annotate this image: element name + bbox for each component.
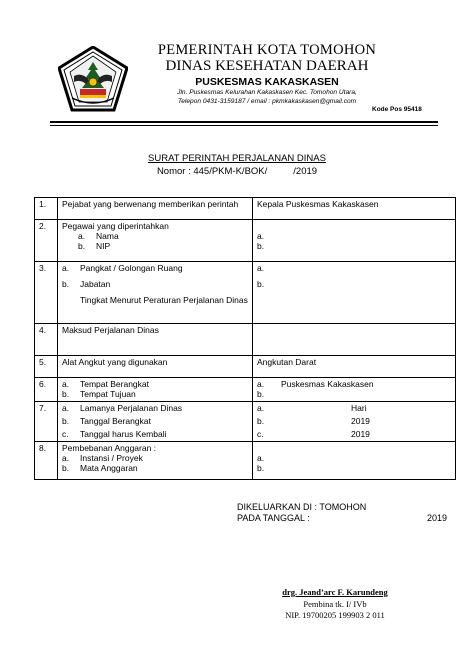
- row-number: 6.: [35, 378, 58, 402]
- table-row: [35, 198, 456, 220]
- table-row: [35, 378, 456, 402]
- table-row: [35, 402, 456, 442]
- row-label-main: Pembebanan Anggaran :: [62, 443, 157, 453]
- value-b: b.: [257, 463, 265, 473]
- row-number: 5.: [35, 356, 58, 378]
- sub-item: b. Mata Anggaran: [62, 463, 138, 473]
- row-label: Maksud Perjalanan Dinas: [58, 324, 253, 356]
- row-value: Kepala Puskesmas Kakaskasen: [253, 198, 456, 220]
- sub-item: b. Tempat Tujuan: [62, 389, 136, 399]
- row-label: [58, 402, 253, 442]
- value-b: b.: [257, 241, 265, 251]
- letterhead-address: Jln. Puskesmas Kelurahan Kakaskasen Kec. Tomohon Utara,: [177, 89, 357, 96]
- issued-date-year: 2019: [427, 513, 448, 523]
- letterhead-rule-thin: [50, 125, 438, 126]
- document-title: SURAT PERINTAH PERJALANAN DINAS: [148, 153, 326, 164]
- value-c: c. 2019: [257, 429, 370, 439]
- row-label-main: Pegawai yang diperintahkan: [62, 221, 169, 231]
- value-a: a.: [257, 263, 265, 273]
- row-value: [253, 402, 456, 442]
- letterhead-government: PEMERINTAH KOTA TOMOHON: [157, 42, 377, 58]
- sub-item: a. Nama: [78, 231, 119, 241]
- row-number: 3.: [35, 262, 58, 324]
- sub-item: a. Tempat Berangkat: [62, 379, 149, 389]
- document-number: [0, 166, 474, 177]
- sub-item: a. Pangkat / Golongan Ruang: [62, 263, 183, 273]
- value-b: b. 2019: [257, 416, 370, 426]
- row-number: 2.: [35, 220, 58, 262]
- sub-item: a. Instansi / Proyek: [62, 453, 143, 463]
- table-row: [35, 356, 456, 378]
- value-a: a. Puskesmas Kakaskasen: [257, 379, 374, 389]
- letterhead-rule-thick: [50, 121, 438, 123]
- signatory-nip: NIP. 19700205 199903 2 011: [285, 610, 385, 620]
- document-number-label: Nomor : 445/PKM-K/BOK/: [156, 166, 268, 177]
- document-number-year: /2019: [293, 166, 318, 177]
- value-a: a.: [257, 231, 265, 241]
- postal-code: Kode Pos 95418: [372, 106, 422, 113]
- row-label: [58, 262, 253, 324]
- row-label: Pejabat yang berwenang memberikan perintah: [58, 198, 253, 220]
- value-b: b.: [257, 389, 265, 399]
- row-label: Alat Angkut yang digunakan: [58, 356, 253, 378]
- letterhead-institution: PUSKESMAS KAKASKASEN: [195, 76, 339, 88]
- signatory-name: drg. Jeand’arc F. Karundeng: [282, 587, 388, 597]
- issued-date-label: PADA TANGGAL :: [237, 513, 310, 523]
- letterhead-department: DINAS KESEHATAN DAERAH: [165, 58, 369, 74]
- table-row: [35, 442, 456, 480]
- letterhead-contact: Telepon 0431-3159187 / email : pkmkakaskasen@gmail.com: [177, 98, 357, 105]
- row-value: [253, 324, 456, 356]
- row-value: [253, 220, 456, 262]
- table-row: [35, 220, 456, 262]
- row-number: 7.: [35, 402, 58, 442]
- sub-item: b. Tanggal Berangkat: [62, 416, 151, 426]
- sub-item: c. Tanggal harus Kembali: [62, 429, 167, 439]
- row-label: [58, 378, 253, 402]
- signatory-rank: Pembina tk. I/ IVb: [303, 599, 367, 609]
- row-value: Angkutan Darat: [253, 356, 456, 378]
- travel-order-table: [34, 197, 456, 480]
- value-a: a. Hari: [257, 403, 367, 413]
- sub-item: a. Lamanya Perjalanan Dinas: [62, 403, 183, 413]
- row-number: 8.: [35, 442, 58, 480]
- table-row: [35, 262, 456, 324]
- row-number: 4.: [35, 324, 58, 356]
- row-value: [253, 442, 456, 480]
- row-label: [58, 220, 253, 262]
- issued-place: DIKELUARKAN DI : TOMOHON: [237, 502, 367, 512]
- sub-item: b. NIP: [78, 241, 111, 251]
- table-row: [35, 324, 456, 356]
- tomohon-city-crest-icon: [58, 46, 128, 112]
- value-b: b.: [257, 279, 265, 289]
- value-a: a.: [257, 453, 265, 463]
- row-value: [253, 378, 456, 402]
- row-label: [58, 442, 253, 480]
- row-number: 1.: [35, 198, 58, 220]
- sub-item: b. Jabatan: [62, 279, 111, 289]
- row-value: [253, 262, 456, 324]
- sub-item: Tingkat Menurut Peraturan Perjalanan Dinas: [80, 295, 248, 305]
- issued-date: [237, 513, 448, 523]
